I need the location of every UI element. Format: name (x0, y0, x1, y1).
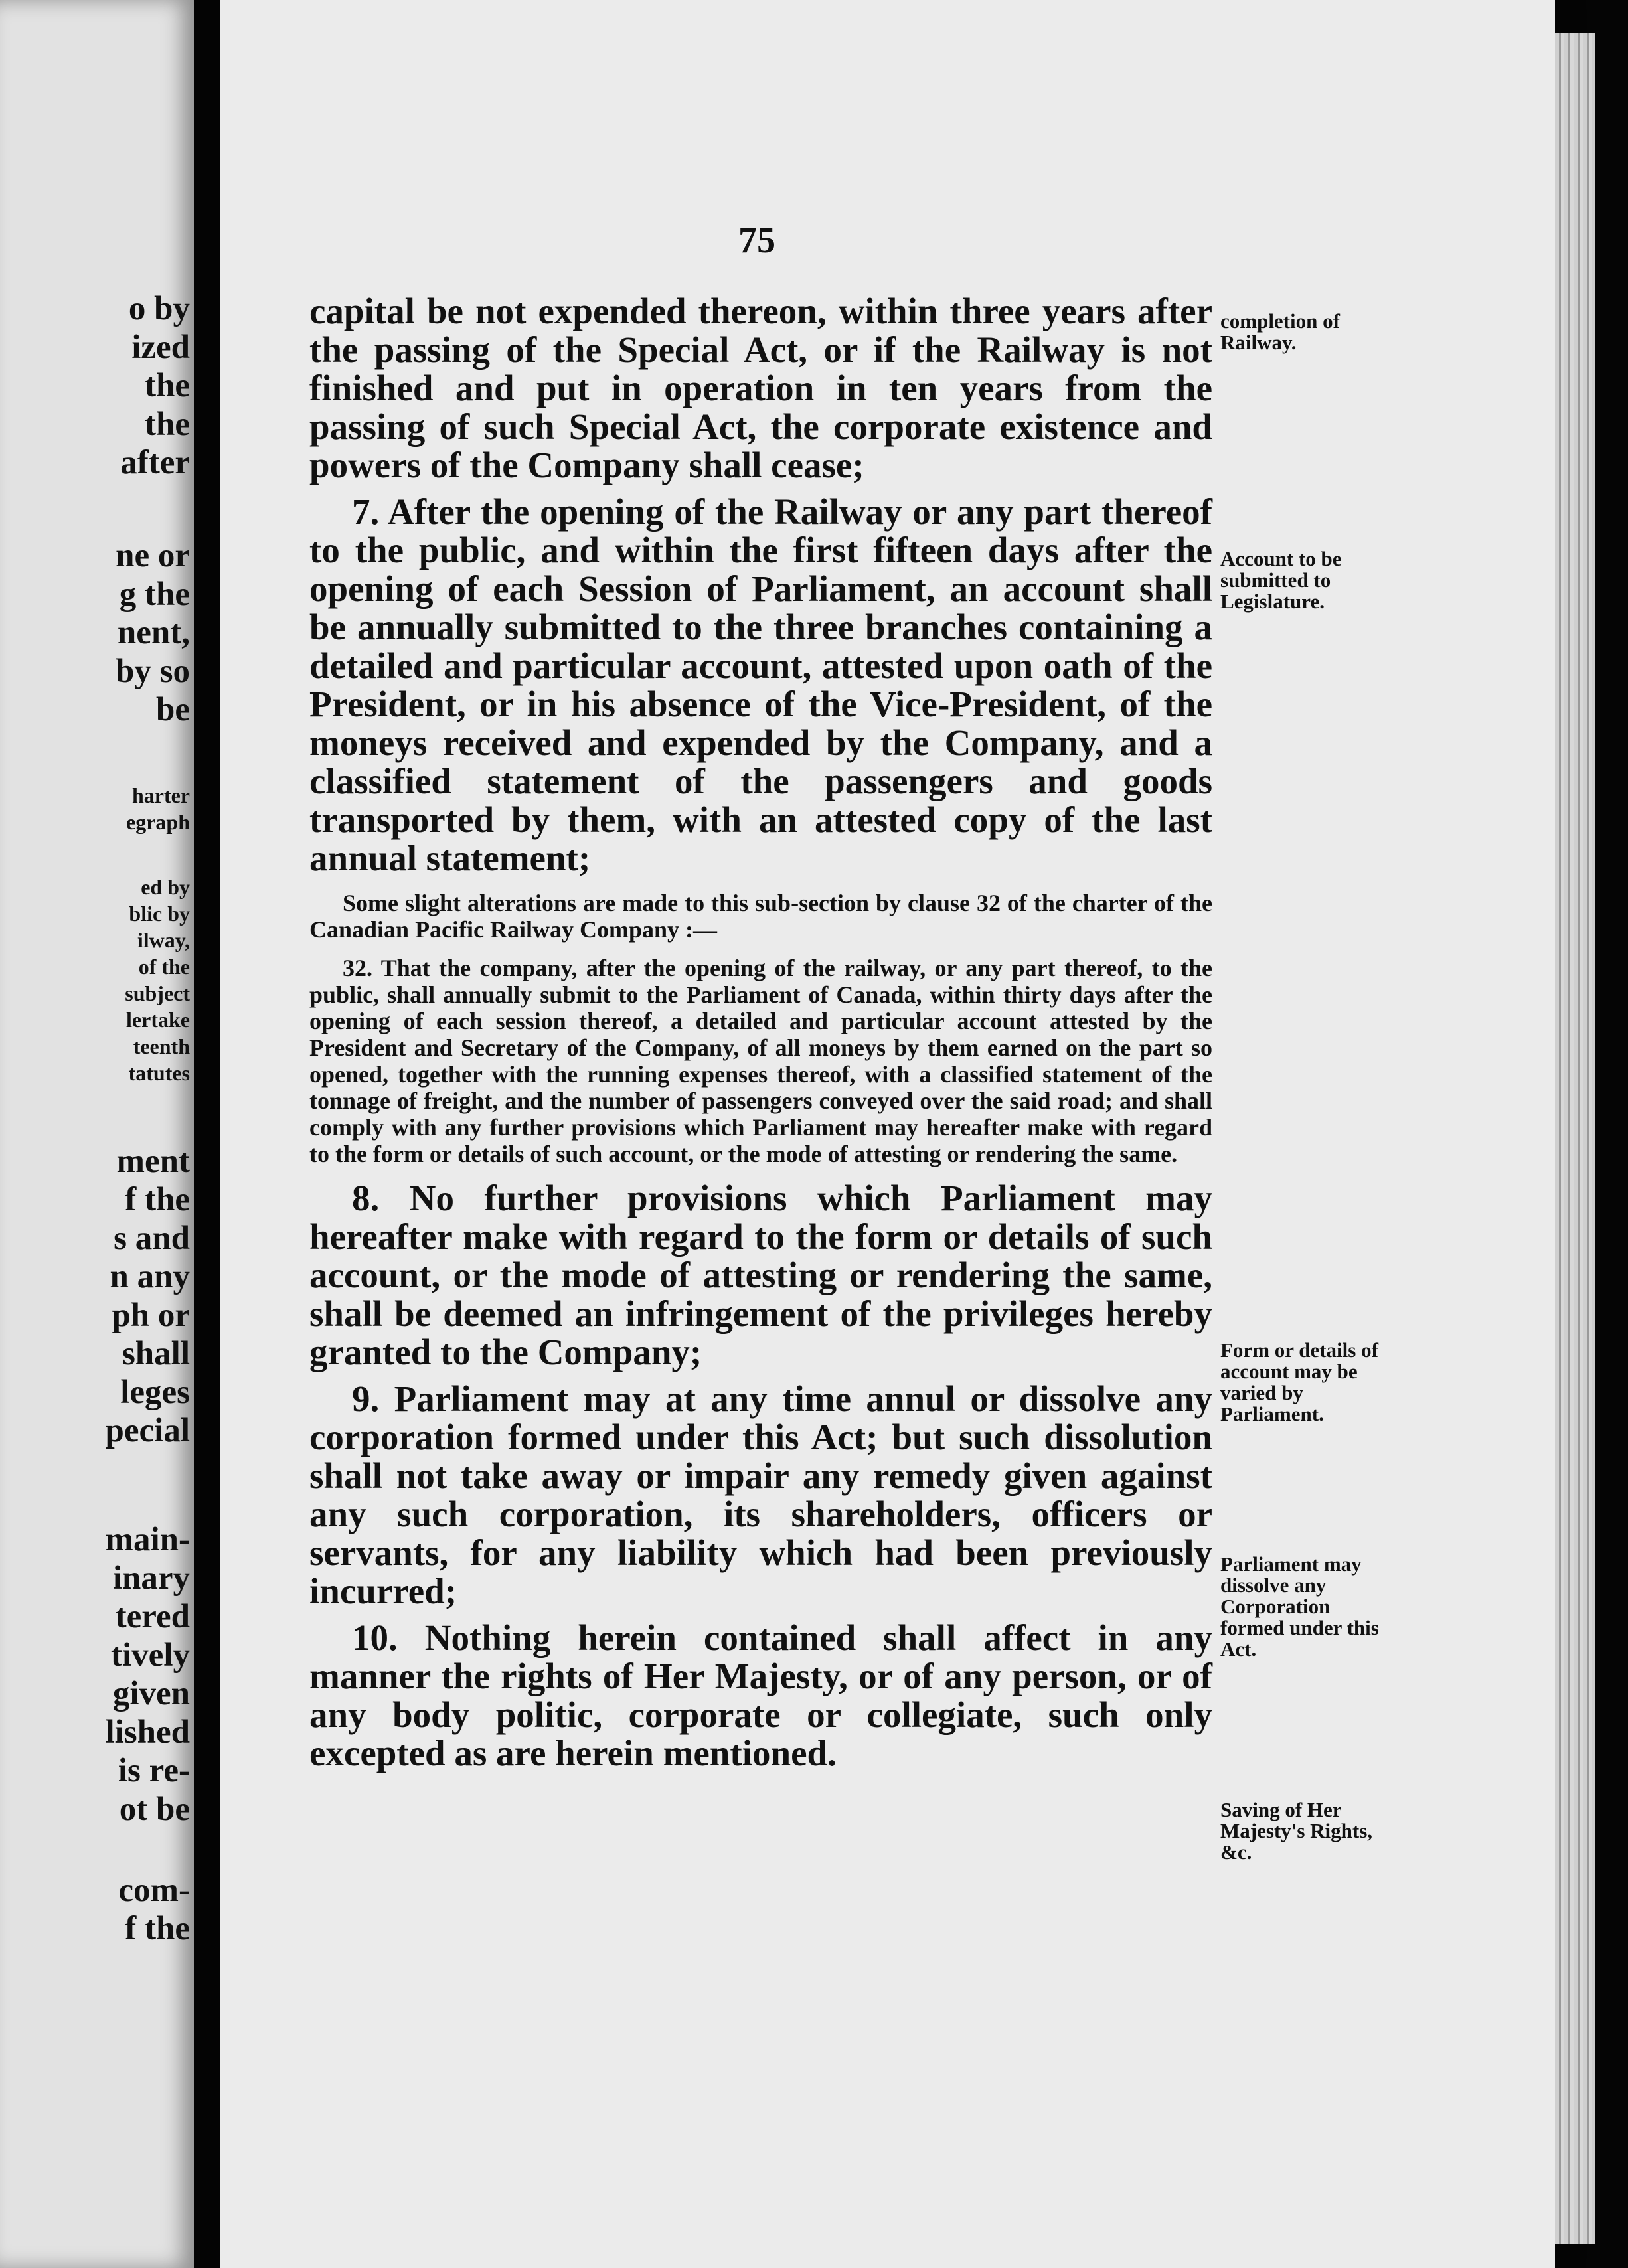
left-fragment: g the (119, 576, 190, 613)
page-edges (1555, 33, 1595, 2244)
left-fragment: harter (131, 783, 190, 807)
left-fragment: n any (110, 1258, 190, 1295)
paragraph-7: 7. After the opening of the Railway or any part thereof to the public, and within the first fifteen days after the opening of each Session of Parliament, an account shall be annually submitted to the three branches containing a detailed and particular account, attested upon oath of the President, or in his absence of the Vice-President, of the moneys received and expended by the Company, and a classified statement of the passengers and goods transported by them, with an attested copy of the last annual statement; (309, 491, 1212, 878)
left-fragment: ph or (112, 1297, 190, 1334)
left-fragment: main- (105, 1521, 190, 1558)
left-fragment: the (145, 406, 190, 443)
left-fragment: o by (128, 290, 190, 327)
left-fragment: ed by (141, 875, 190, 899)
left-fragment: blic by (129, 902, 190, 926)
left-fragment: given (112, 1675, 190, 1712)
left-fragment: nent, (117, 614, 190, 651)
left-fragment: ot be (119, 1791, 190, 1828)
margin-note-saving: Saving of Her Majesty's Rights, &c. (1220, 1798, 1373, 1864)
left-fragment: tered (115, 1598, 190, 1635)
left-fragment: pecial (105, 1412, 190, 1449)
left-fragment: the (145, 367, 190, 404)
left-fragment: after (120, 444, 190, 481)
left-fragment: leges (120, 1374, 190, 1411)
note-clause-32: 32. That the company, after the opening of the railway, or any part thereof, to the public, shall annually submit to the Parliament of Canada, within thirty days after the opening of each session thereof, a detailed and particular account attested by the President and Secretary of the Company, of all moneys by them earned on the part so opened, together with the running expenses thereof, with a classified statement of the tonnage of freight, and the number of passengers conveyed over the said road; and shall comply with any further provisions which Parliament may hereafter make with regard to the form or details of such account, or the mode of attesting or rendering the same. (309, 955, 1212, 1167)
left-fragment: tively (111, 1637, 190, 1674)
paragraph-10: 10. Nothing herein contained shall affect in any manner the rights of Her Majesty, or of any person, or of any body politic, corporate or collegiate, such only excepted as are herein mentioned. (309, 1617, 1212, 1773)
left-fragment: be (156, 691, 190, 728)
margin-note-completion: completion of Railway. (1220, 309, 1340, 354)
left-fragment: of the (138, 955, 190, 979)
left-fragment: tatutes (128, 1061, 190, 1085)
margin-note-form: Form or details of account may be varied by Parliament. (1220, 1338, 1378, 1425)
left-fragment: inary (112, 1560, 190, 1597)
left-fragment: f the (125, 1181, 190, 1218)
left-fragment: ment (116, 1143, 190, 1180)
left-fragment: f the (125, 1910, 190, 1947)
left-fragment: ilway, (137, 928, 190, 952)
left-fragment: teenth (133, 1034, 190, 1058)
left-fragment: shall (122, 1335, 190, 1372)
body-text (309, 292, 1212, 1781)
left-fragment: ne or (116, 537, 190, 574)
left-fragment: com- (118, 1872, 190, 1909)
left-fragment: ized (131, 329, 190, 366)
left-fragment: lished (105, 1714, 190, 1751)
left-fragment: is re- (118, 1752, 190, 1789)
note-intro: Some slight alterations are made to this sub-section by clause 32 of the charter of the Canadian Pacific Railway Company :— (309, 890, 1212, 943)
paragraph-6-continued: capital be not expended thereon, within three years after the passing of the Special Act, or if the Railway is not finished and put in operation in ten years from the passing of such Special Act, the corporate existence and powers of the Company shall cease; (309, 291, 1212, 485)
left-fragment: subject (125, 981, 190, 1005)
margin-note-account: Account to be submitted to Legislature. (1220, 547, 1342, 613)
left-fragment: lertake (126, 1008, 190, 1032)
paragraph-9: 9. Parliament may at any time annul or dissolve any corporation formed under this Act; but such dissolution shall not take away or impair any remedy given against any such corporation, its shareholders, officers or servants, for any liability which had been previously incurred; (309, 1378, 1212, 1611)
margin-note-dissolve: Parliament may dissolve any Corporation formed under this Act. (1220, 1552, 1379, 1660)
paragraph-8: 8. No further provisions which Parliament may hereafter make with regard to the form or details of such account, or the mode of attesting or rendering the same, shall be deemed an infringement of the privileges hereby granted to the Company; (309, 1178, 1212, 1372)
left-fragment: by so (116, 653, 190, 690)
left-fragment: egraph (126, 810, 190, 834)
page-number: 75 (738, 220, 775, 261)
left-page-fragment (0, 0, 194, 2268)
left-fragment: s and (114, 1220, 190, 1257)
